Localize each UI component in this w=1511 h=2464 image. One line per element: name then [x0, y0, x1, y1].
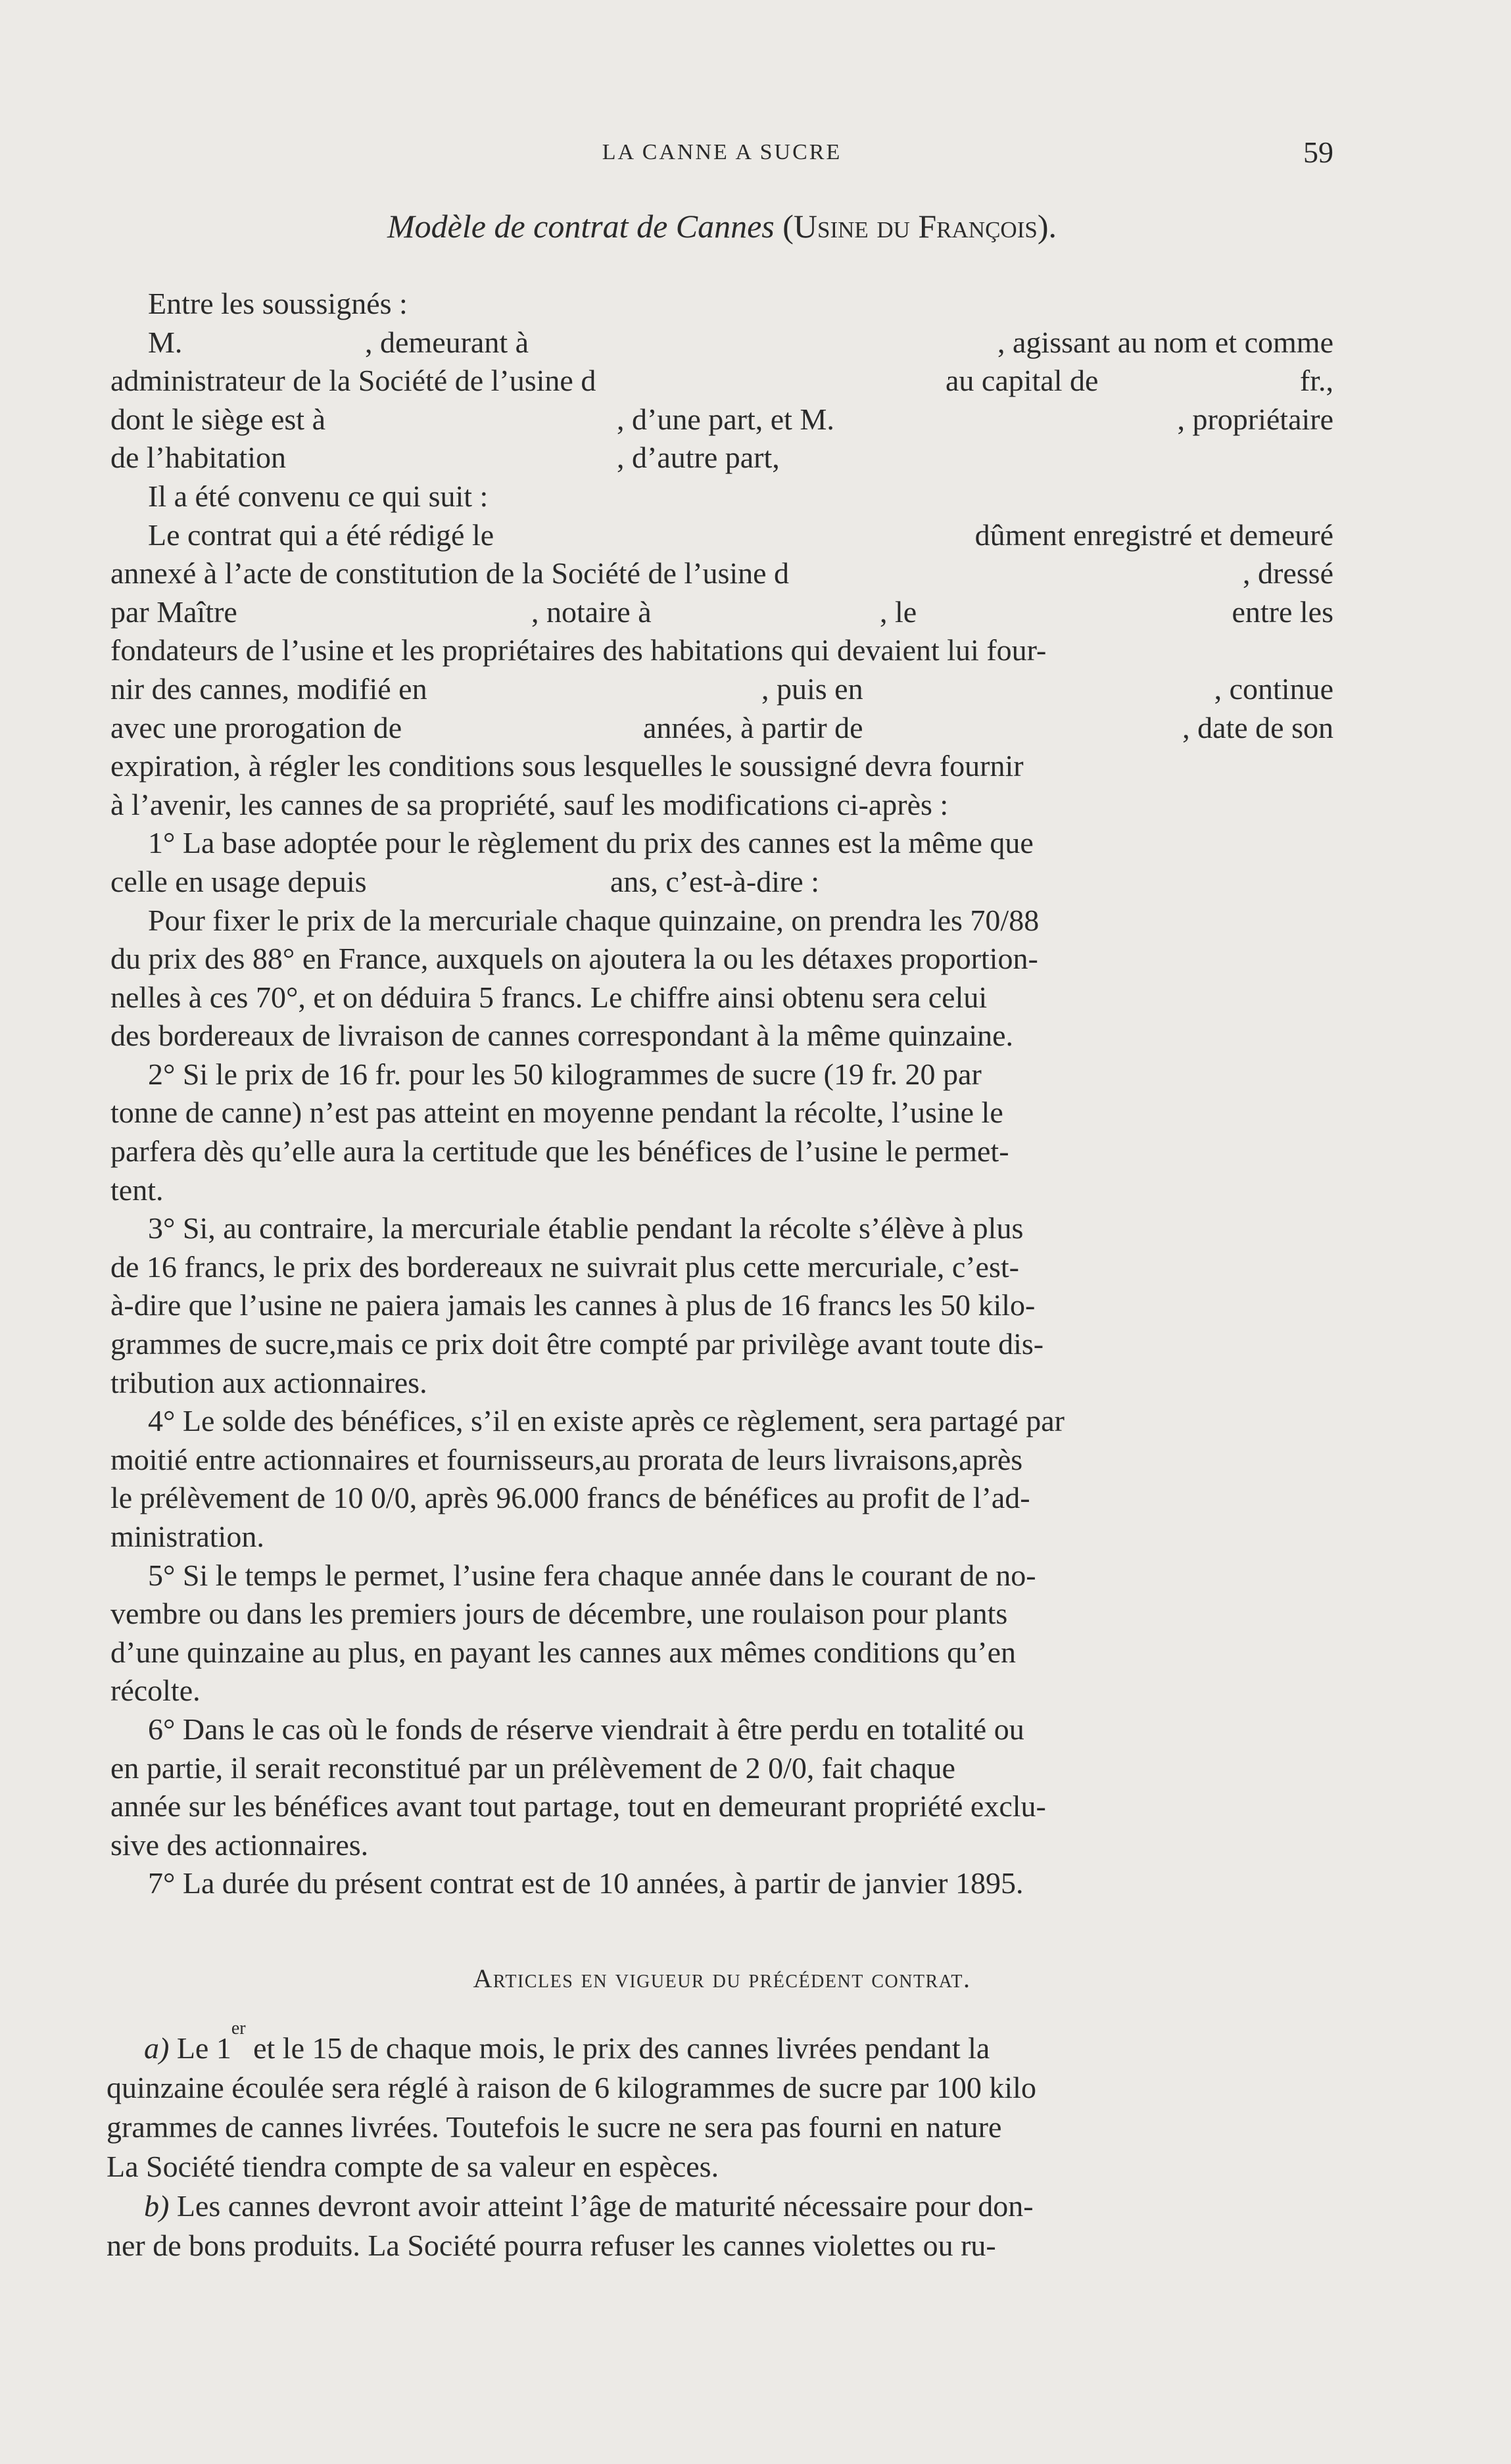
- heading-place: François: [918, 208, 1038, 245]
- text-line: de l’habitation , d’autre part,: [110, 441, 780, 475]
- text-line: expiration, à régler les conditions sous lesquelles le soussigné devra fournir: [110, 749, 1024, 783]
- text-line: ner de bons produits. La Société pourra refuser les cannes violettes ou ru-: [107, 2229, 996, 2262]
- text-line: des bordereaux de livraison de cannes correspondant à la même quinzaine.: [110, 1019, 1014, 1053]
- contract-text: [110, 285, 1333, 1903]
- text-line: avec une prorogation de années, à partir de , date de son: [110, 710, 1333, 744]
- text-line: 3° Si, au contraire, la mercuriale établie pendant la récolte s’élève à plus: [148, 1211, 1024, 1245]
- text-line: à-dire que l’usine ne paiera jamais les cannes à plus de 16 francs les 50 kilo-: [110, 1288, 1036, 1322]
- text-line: tent.: [110, 1172, 164, 1207]
- text-line: administrateur de la Société de l’usine d au capital de fr.,: [110, 364, 1333, 398]
- text-line: sive des actionnaires.: [110, 1827, 369, 1862]
- text-line: Pour fixer le prix de la mercuriale chaque quinzaine, on prendra les 70/88: [148, 903, 1040, 937]
- page-number: 59: [1303, 135, 1333, 169]
- text-line: 1° La base adoptée pour le règlement du prix des cannes est la même que: [148, 826, 1034, 860]
- text-line: par Maître , notaire à , le entre les: [110, 594, 1333, 629]
- text-line: 5° Si le temps le permet, l’usine fera chaque année dans le courant de no-: [148, 1558, 1036, 1592]
- text-line: ministration.: [110, 1520, 264, 1553]
- text-line: 2° Si le prix de 16 fr. pour les 50 kilogrammes de sucre (19 fr. 20 par: [148, 1057, 982, 1091]
- text-line: La Société tiendra compte de sa valeur en espèces.: [107, 2150, 719, 2183]
- articles-heading: Articles en vigueur du précédent contrat.: [473, 1964, 971, 1993]
- section-heading: [110, 207, 1333, 245]
- text-line: vembre ou dans les premiers jours de décembre, une roulaison pour plants: [110, 1597, 1008, 1631]
- text-line: Le contrat qui a été rédigé le dûment enregistré et demeuré: [148, 518, 1333, 552]
- text-line: M. , demeurant à , agissant au nom et comme: [148, 325, 1333, 359]
- text-line: tonne de canne) n’est pas atteint en moyenne pendant la récolte, l’usine le: [110, 1096, 1003, 1130]
- text-line: celle en usage depuis ans, c’est-à-dire :: [110, 864, 820, 898]
- text-line: de 16 francs, le prix des bordereaux ne suivrait plus cette mercuriale, c’est-: [110, 1249, 1019, 1284]
- text-line: quinzaine écoulée sera réglé à raison de 6 kilogrammes de sucre par 100 kilo: [107, 2071, 1036, 2104]
- text-line: 6° Dans le cas où le fonds de réserve viendrait à être perdu en totalité ou: [148, 1712, 1024, 1746]
- text-line: 4° Le solde des bénéfices, s’il en existe après ce règlement, sera partagé par: [148, 1404, 1065, 1438]
- text-line: à l’avenir, les cannes de sa propriété, sauf les modifications ci-après :: [110, 787, 949, 821]
- text-line: nir des cannes, modifié en , puis en , continue: [110, 671, 1333, 706]
- heading-du: du: [876, 208, 910, 245]
- heading-italic: Modèle de contrat de Cannes: [387, 208, 775, 245]
- text-line: le prélèvement de 10 0/0, après 96.000 francs de bénéfices au profit de l’ad-: [110, 1481, 1030, 1515]
- text-line: annexé à l’acte de constitution de la Société de l’usine d , dressé: [110, 556, 1333, 591]
- text-line: fondateurs de l’usine et les propriétaires des habitations qui devaient lui four-: [110, 633, 1047, 667]
- heading-usine: Usine: [793, 208, 869, 245]
- running-title: LA CANNE A SUCRE: [602, 140, 842, 164]
- text-line: parfera dès qu’elle aura la certitude que les bénéfices de l’usine le permet-: [110, 1134, 1009, 1169]
- text-line: moitié entre actionnaires et fournisseurs,au prorata de leurs livraisons,après: [110, 1442, 1023, 1476]
- text-line: a) Le 1 er et le 15 de chaque mois, le prix des cannes livrées pendant la: [107, 2029, 1333, 2068]
- heading-paren-close: ).: [1037, 208, 1057, 245]
- heading-paren-open: (: [782, 208, 794, 245]
- text-line: dont le siège est à , d’une part, et M. , propriétaire: [110, 402, 1333, 436]
- articles-text: [107, 2018, 1333, 2265]
- text-line: grammes de sucre,mais ce prix doit être compté par privilège avant toute dis-: [110, 1327, 1044, 1361]
- article-label: b): [144, 2189, 170, 2223]
- text-line: grammes de cannes livrées. Toutefois le sucre ne sera pas fourni en nature: [107, 2110, 1002, 2144]
- text-line: 7° La durée du présent contrat est de 10 années, à partir de janvier 1895.: [148, 1866, 1024, 1900]
- text-line: tribution aux actionnaires.: [110, 1365, 427, 1399]
- text-line: année sur les bénéfices avant tout partage, tout en demeurant propriété exclu-: [110, 1789, 1046, 1824]
- text-line: en partie, il serait reconstitué par un prélèvement de 2 0/0, fait chaque: [110, 1751, 955, 1785]
- article-label: a): [144, 2031, 170, 2065]
- text-line: nelles à ces 70°, et on déduira 5 francs. Le chiffre ainsi obtenu sera celui: [110, 980, 988, 1014]
- text-line: b) Les cannes devront avoir atteint l’âge de maturité nécessaire pour don-: [107, 2186, 1333, 2226]
- text-line: Entre les soussignés :: [148, 287, 408, 320]
- text-line: d’une quinzaine au plus, en payant les cannes aux mêmes conditions qu’en: [110, 1635, 1017, 1669]
- text-line: Il a été convenu ce qui suit :: [148, 479, 489, 513]
- text-line: du prix des 88° en France, auxquels on ajoutera la ou les détaxes proportion-: [110, 942, 1038, 976]
- text-line: récolte.: [110, 1674, 201, 1708]
- page-header: [110, 135, 1333, 174]
